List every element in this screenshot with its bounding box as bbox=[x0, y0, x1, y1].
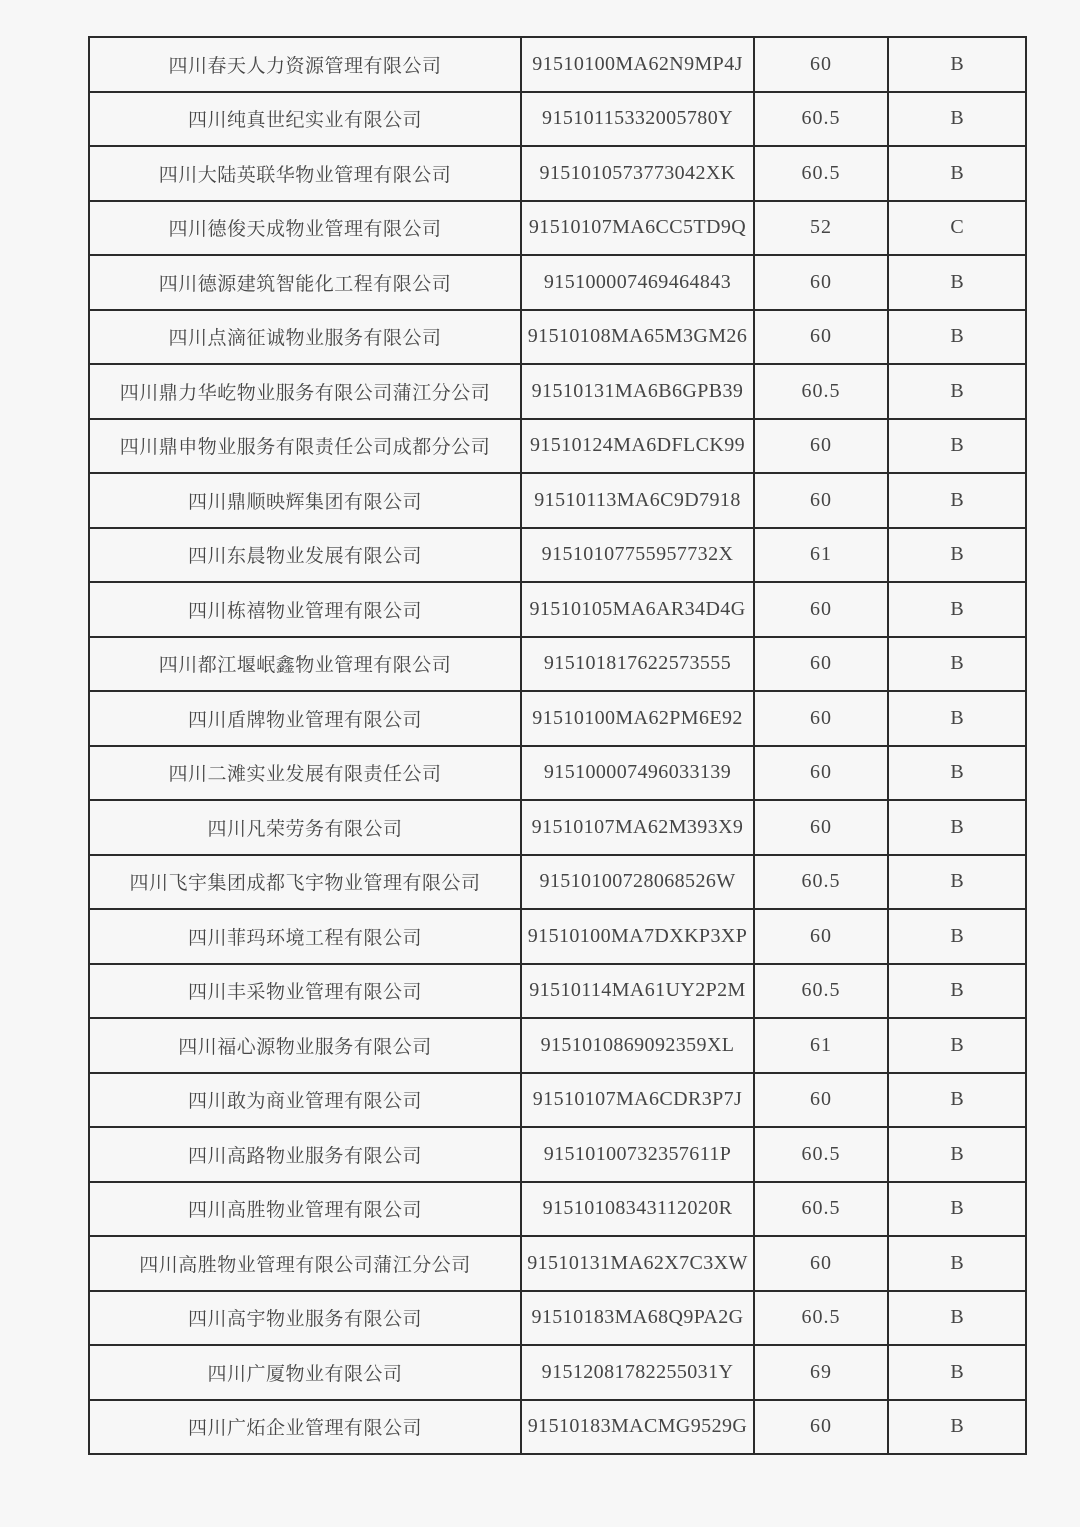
rating-table-body bbox=[89, 37, 1026, 1454]
table-row bbox=[89, 364, 1026, 419]
company-name-cell: 四川凡荣劳务有限公司 bbox=[89, 800, 521, 855]
company-name-cell: 四川鼎申物业服务有限责任公司成都分公司 bbox=[89, 419, 521, 474]
score-cell: 60 bbox=[754, 691, 888, 746]
company-name-cell: 四川高胜物业管理有限公司蒲江分公司 bbox=[89, 1236, 521, 1291]
grade-cell: B bbox=[888, 1127, 1026, 1182]
credit-code-cell: 91510113MA6C9D7918 bbox=[521, 473, 754, 528]
credit-code-cell: 91510100728068526W bbox=[521, 855, 754, 910]
credit-code-cell: 91510100MA62N9MP4J bbox=[521, 37, 754, 92]
score-cell: 69 bbox=[754, 1345, 888, 1400]
score-cell: 60.5 bbox=[754, 364, 888, 419]
table-row bbox=[89, 855, 1026, 910]
company-name-cell: 四川德俊天成物业管理有限公司 bbox=[89, 201, 521, 256]
grade-cell: B bbox=[888, 528, 1026, 583]
grade-cell: C bbox=[888, 201, 1026, 256]
grade-cell: B bbox=[888, 637, 1026, 692]
company-name-cell: 四川菲玛环境工程有限公司 bbox=[89, 909, 521, 964]
credit-code-cell: 91510115332005780Y bbox=[521, 92, 754, 147]
credit-code-cell: 91510183MACMG9529G bbox=[521, 1400, 754, 1455]
table-row bbox=[89, 746, 1026, 801]
score-cell: 60 bbox=[754, 800, 888, 855]
score-cell: 60 bbox=[754, 746, 888, 801]
score-cell: 60.5 bbox=[754, 1182, 888, 1237]
grade-cell: B bbox=[888, 964, 1026, 1019]
table-row bbox=[89, 310, 1026, 365]
grade-cell: B bbox=[888, 473, 1026, 528]
credit-code-cell: 91510108MA65M3GM26 bbox=[521, 310, 754, 365]
table-row bbox=[89, 1127, 1026, 1182]
credit-code-cell: 91510100MA7DXKP3XP bbox=[521, 909, 754, 964]
table-row bbox=[89, 1400, 1026, 1455]
score-cell: 60 bbox=[754, 255, 888, 310]
table-row bbox=[89, 37, 1026, 92]
table-row bbox=[89, 528, 1026, 583]
credit-code-cell: 91510114MA61UY2P2M bbox=[521, 964, 754, 1019]
grade-cell: B bbox=[888, 855, 1026, 910]
table-row bbox=[89, 1291, 1026, 1346]
company-name-cell: 四川丰采物业管理有限公司 bbox=[89, 964, 521, 1019]
grade-cell: B bbox=[888, 1182, 1026, 1237]
score-cell: 60 bbox=[754, 1400, 888, 1455]
score-cell: 60 bbox=[754, 310, 888, 365]
grade-cell: B bbox=[888, 582, 1026, 637]
score-cell: 60 bbox=[754, 637, 888, 692]
company-name-cell: 四川鼎力华屹物业服务有限公司蒲江分公司 bbox=[89, 364, 521, 419]
credit-code-cell: 91510131MA6B6GPB39 bbox=[521, 364, 754, 419]
score-cell: 60 bbox=[754, 419, 888, 474]
score-cell: 60.5 bbox=[754, 964, 888, 1019]
credit-code-cell: 91512081782255031Y bbox=[521, 1345, 754, 1400]
grade-cell: B bbox=[888, 419, 1026, 474]
company-name-cell: 四川德源建筑智能化工程有限公司 bbox=[89, 255, 521, 310]
credit-code-cell: 91510100732357611P bbox=[521, 1127, 754, 1182]
company-name-cell: 四川二滩实业发展有限责任公司 bbox=[89, 746, 521, 801]
company-name-cell: 四川都江堰岷鑫物业管理有限公司 bbox=[89, 637, 521, 692]
credit-code-cell: 91510107MA62M393X9 bbox=[521, 800, 754, 855]
table-row bbox=[89, 255, 1026, 310]
company-name-cell: 四川福心源物业服务有限公司 bbox=[89, 1018, 521, 1073]
credit-code-cell: 91510100MA62PM6E92 bbox=[521, 691, 754, 746]
grade-cell: B bbox=[888, 146, 1026, 201]
table-row bbox=[89, 1236, 1026, 1291]
company-name-cell: 四川鼎顺映辉集团有限公司 bbox=[89, 473, 521, 528]
grade-cell: B bbox=[888, 1236, 1026, 1291]
score-cell: 52 bbox=[754, 201, 888, 256]
grade-cell: B bbox=[888, 1345, 1026, 1400]
grade-cell: B bbox=[888, 92, 1026, 147]
score-cell: 60 bbox=[754, 473, 888, 528]
company-name-cell: 四川点滴征诚物业服务有限公司 bbox=[89, 310, 521, 365]
score-cell: 60.5 bbox=[754, 1291, 888, 1346]
grade-cell: B bbox=[888, 1291, 1026, 1346]
grade-cell: B bbox=[888, 1018, 1026, 1073]
credit-code-cell: 91510124MA6DFLCK99 bbox=[521, 419, 754, 474]
grade-cell: B bbox=[888, 255, 1026, 310]
table-row bbox=[89, 637, 1026, 692]
table-row bbox=[89, 582, 1026, 637]
company-name-cell: 四川大陆英联华物业管理有限公司 bbox=[89, 146, 521, 201]
table-row bbox=[89, 1073, 1026, 1128]
credit-code-cell: 9151010869092359XL bbox=[521, 1018, 754, 1073]
grade-cell: B bbox=[888, 37, 1026, 92]
grade-cell: B bbox=[888, 310, 1026, 365]
table-row bbox=[89, 691, 1026, 746]
credit-code-cell: 91510183MA68Q9PA2G bbox=[521, 1291, 754, 1346]
company-name-cell: 四川春天人力资源管理有限公司 bbox=[89, 37, 521, 92]
credit-code-cell: 91510107755957732X bbox=[521, 528, 754, 583]
table-row bbox=[89, 909, 1026, 964]
table-row bbox=[89, 146, 1026, 201]
grade-cell: B bbox=[888, 1400, 1026, 1455]
credit-code-cell: 91510131MA62X7C3XW bbox=[521, 1236, 754, 1291]
credit-code-cell: 91510108343112020R bbox=[521, 1182, 754, 1237]
score-cell: 60.5 bbox=[754, 92, 888, 147]
company-name-cell: 四川盾牌物业管理有限公司 bbox=[89, 691, 521, 746]
company-name-cell: 四川高路物业服务有限公司 bbox=[89, 1127, 521, 1182]
company-name-cell: 四川东晨物业发展有限公司 bbox=[89, 528, 521, 583]
credit-code-cell: 915100007496033139 bbox=[521, 746, 754, 801]
grade-cell: B bbox=[888, 364, 1026, 419]
grade-cell: B bbox=[888, 909, 1026, 964]
company-rating-table bbox=[88, 36, 1027, 1455]
score-cell: 61 bbox=[754, 1018, 888, 1073]
company-name-cell: 四川敢为商业管理有限公司 bbox=[89, 1073, 521, 1128]
credit-code-cell: 91510107MA6CC5TD9Q bbox=[521, 201, 754, 256]
company-name-cell: 四川广炻企业管理有限公司 bbox=[89, 1400, 521, 1455]
company-name-cell: 四川纯真世纪实业有限公司 bbox=[89, 92, 521, 147]
grade-cell: B bbox=[888, 746, 1026, 801]
score-cell: 61 bbox=[754, 528, 888, 583]
credit-code-cell: 915101817622573555 bbox=[521, 637, 754, 692]
grade-cell: B bbox=[888, 1073, 1026, 1128]
credit-code-cell: 915100007469464843 bbox=[521, 255, 754, 310]
score-cell: 60.5 bbox=[754, 146, 888, 201]
company-name-cell: 四川飞宇集团成都飞宇物业管理有限公司 bbox=[89, 855, 521, 910]
company-name-cell: 四川栋禧物业管理有限公司 bbox=[89, 582, 521, 637]
table-row bbox=[89, 1182, 1026, 1237]
table-row bbox=[89, 473, 1026, 528]
table-row bbox=[89, 92, 1026, 147]
score-cell: 60 bbox=[754, 909, 888, 964]
table-row bbox=[89, 201, 1026, 256]
table-row bbox=[89, 419, 1026, 474]
score-cell: 60 bbox=[754, 1073, 888, 1128]
table-row bbox=[89, 1018, 1026, 1073]
grade-cell: B bbox=[888, 800, 1026, 855]
credit-code-cell: 91510107MA6CDR3P7J bbox=[521, 1073, 754, 1128]
score-cell: 60 bbox=[754, 1236, 888, 1291]
credit-code-cell: 91510105MA6AR34D4G bbox=[521, 582, 754, 637]
score-cell: 60 bbox=[754, 37, 888, 92]
company-name-cell: 四川广厦物业有限公司 bbox=[89, 1345, 521, 1400]
score-cell: 60.5 bbox=[754, 1127, 888, 1182]
company-name-cell: 四川高胜物业管理有限公司 bbox=[89, 1182, 521, 1237]
company-name-cell: 四川高宇物业服务有限公司 bbox=[89, 1291, 521, 1346]
table-row bbox=[89, 964, 1026, 1019]
table-row bbox=[89, 800, 1026, 855]
grade-cell: B bbox=[888, 691, 1026, 746]
table-row bbox=[89, 1345, 1026, 1400]
score-cell: 60.5 bbox=[754, 855, 888, 910]
credit-code-cell: 9151010573773042XK bbox=[521, 146, 754, 201]
score-cell: 60 bbox=[754, 582, 888, 637]
